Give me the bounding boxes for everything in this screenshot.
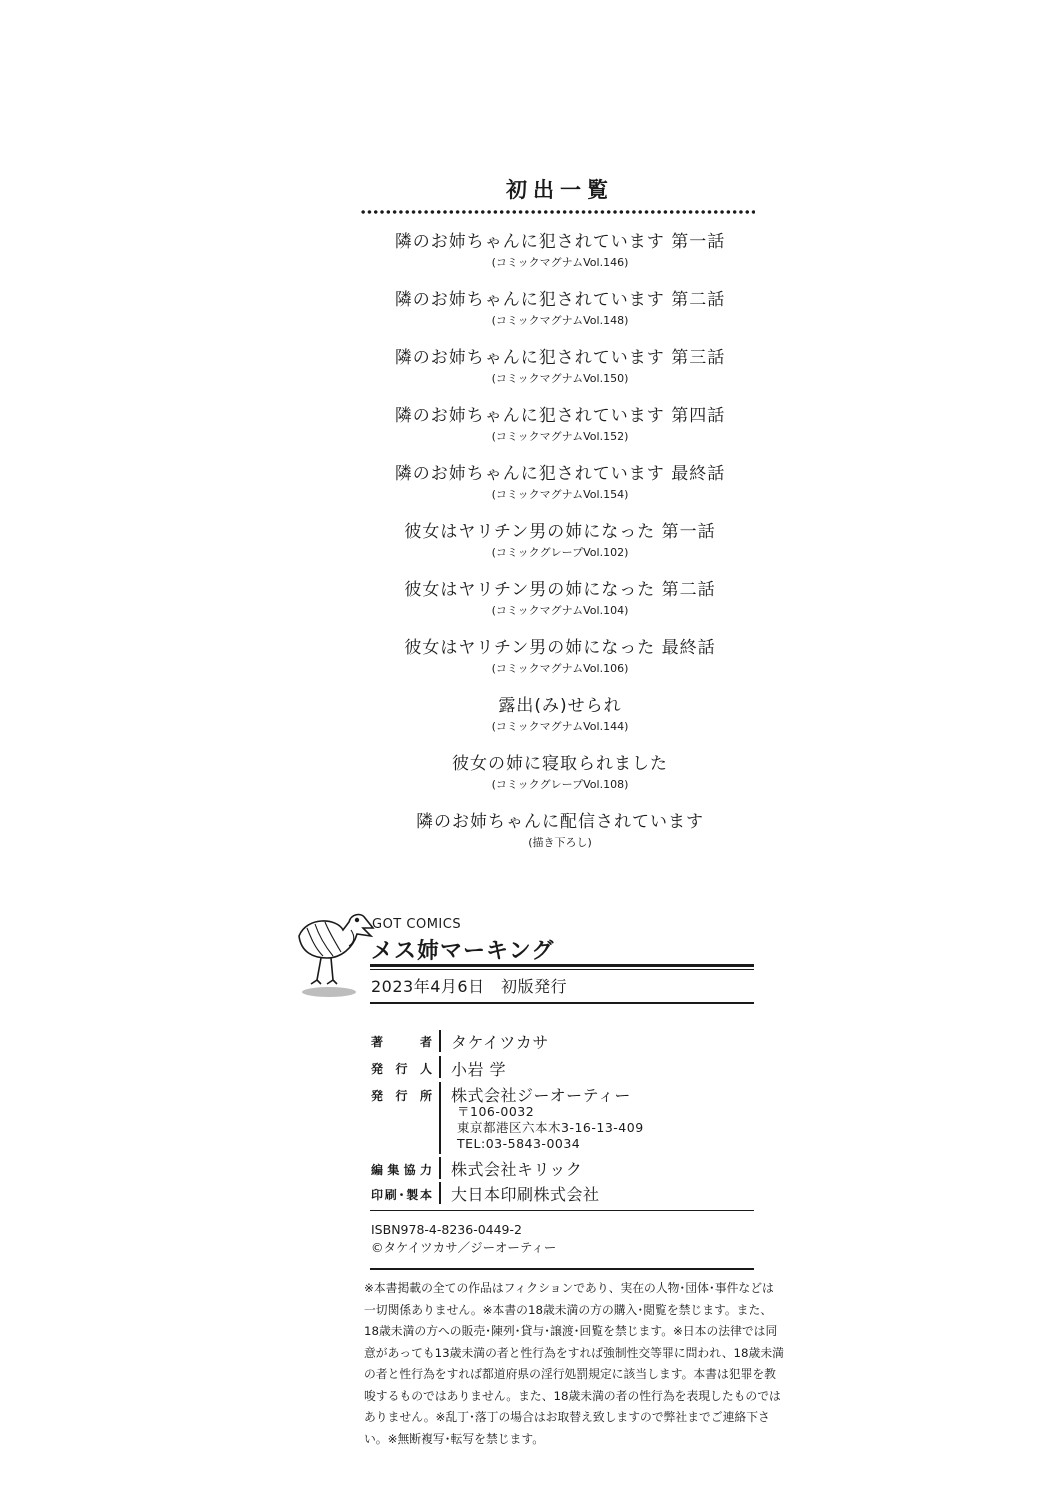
isbn: ISBN978-4-8236-0449-2 <box>371 1222 522 1237</box>
toc-entry-source: (コミックグレープVol.108) <box>491 778 629 791</box>
bird-mascot-icon <box>293 906 375 998</box>
publisher-tel: TEL:03-5843-0034 <box>457 1136 581 1151</box>
toc-entry <box>0 578 1057 636</box>
label-bar <box>439 1082 441 1154</box>
legal-notice: ※本書掲載の全ての作品はフィクションであり、実在の人物･団体･事件などは一切関係ありません。※本書の18歳未満の方の購入･閲覧を禁じます。また、18歳未満の方への販売･陳列･貸与･譲渡･回覧を禁じます。※日本の法律では同意があっても13歳未満の者と性行為をすれば強制性交等罪に問われ、18歳未満の者と性行為をすれば都道府県の淫行処罰規定に該当します。本書は犯罪を教唆するものではありません。また、18歳未満の者の性行為を表現したものではありません。※乱丁･落丁の場合はお取替え致しますので弊社までご連絡下さい。※無断複写･転写を禁じます。 <box>364 1281 784 1446</box>
toc-entry <box>0 404 1057 462</box>
publisher-postal: 〒106-0032 <box>457 1104 535 1119</box>
dotted-divider <box>360 210 755 214</box>
copyright: ©タケイツカサ／ジーオーティー <box>371 1240 557 1255</box>
divider <box>370 1002 754 1004</box>
toc-entry-title: 彼女はヤリチン男の姉になった 第二話 <box>404 580 716 600</box>
toc-entry-source: (コミックマグナムVol.148) <box>491 314 629 327</box>
divider <box>370 969 754 970</box>
toc-entry <box>0 752 1057 810</box>
toc-entry-source: (コミックマグナムVol.144) <box>491 720 629 733</box>
toc-entry-source: (コミックマグナムVol.152) <box>491 430 629 443</box>
publisher-address: 東京都港区六本木3-16-13-409 <box>457 1120 644 1135</box>
toc-heading: 初出一覧 <box>506 178 614 202</box>
editor-label: 編集協力 <box>371 1163 432 1177</box>
toc-entry <box>0 636 1057 694</box>
toc-entry-source: (コミックマグナムVol.154) <box>491 488 629 501</box>
printer-label: 印刷･製本 <box>371 1188 432 1202</box>
printer-name: 大日本印刷株式会社 <box>451 1185 600 1204</box>
toc-entry-title: 彼女の姉に寝取られました <box>452 754 668 774</box>
toc-entry-title: 隣のお姉ちゃんに犯されています 第四話 <box>394 406 726 426</box>
toc-entry <box>0 694 1057 752</box>
toc-entry-source: (コミックマグナムVol.146) <box>491 256 629 269</box>
toc-entry-source: (コミックマグナムVol.106) <box>491 662 629 675</box>
label-bar <box>439 1157 441 1179</box>
label-bar <box>439 1030 441 1052</box>
toc-entry-title: 隣のお姉ちゃんに犯されています 最終話 <box>394 464 726 484</box>
label-logo: GOT COMICS <box>372 917 462 932</box>
toc-list <box>0 230 1057 868</box>
publisher-label: 発 行 所 <box>371 1089 432 1103</box>
toc-entry-title: 隣のお姉ちゃんに犯されています 第一話 <box>394 232 726 252</box>
toc-entry <box>0 230 1057 288</box>
toc-entry-title: 彼女はヤリチン男の姉になった 最終話 <box>404 638 716 658</box>
publisher-person-name: 小岩 学 <box>451 1060 507 1079</box>
toc-entry <box>0 462 1057 520</box>
toc-entry-title: 隣のお姉ちゃんに配信されています <box>416 812 704 832</box>
author-name: タケイツカサ <box>451 1033 549 1052</box>
toc-entry-source: (描き下ろし) <box>528 836 592 849</box>
toc-entry-source: (コミックマグナムVol.150) <box>491 372 629 385</box>
toc-entry <box>0 810 1057 868</box>
publication-date: 2023年4月6日 初版発行 <box>371 977 568 996</box>
toc-entry <box>0 346 1057 404</box>
author-label: 著 者 <box>371 1035 432 1049</box>
toc-entry-title: 露出(み)せられ <box>498 696 622 716</box>
divider <box>370 964 754 967</box>
toc-entry-source: (コミックマグナムVol.104) <box>491 604 629 617</box>
divider <box>370 1210 754 1211</box>
editor-name: 株式会社キリック <box>451 1160 583 1179</box>
publisher-name: 株式会社ジーオーティー <box>451 1086 631 1105</box>
toc-entry <box>0 288 1057 346</box>
toc-entry <box>0 520 1057 578</box>
toc-entry-title: 隣のお姉ちゃんに犯されています 第三話 <box>394 348 726 368</box>
divider <box>370 1268 754 1270</box>
toc-entry-title: 彼女はヤリチン男の姉になった 第一話 <box>404 522 716 542</box>
toc-entry-title: 隣のお姉ちゃんに犯されています 第二話 <box>394 290 726 310</box>
label-bar <box>439 1182 441 1204</box>
book-title: メス姉マーキング <box>371 939 555 964</box>
toc-entry-source: (コミックグレープVol.102) <box>491 546 629 559</box>
label-bar <box>439 1056 441 1078</box>
publisher-person-label: 発 行 人 <box>371 1062 432 1076</box>
